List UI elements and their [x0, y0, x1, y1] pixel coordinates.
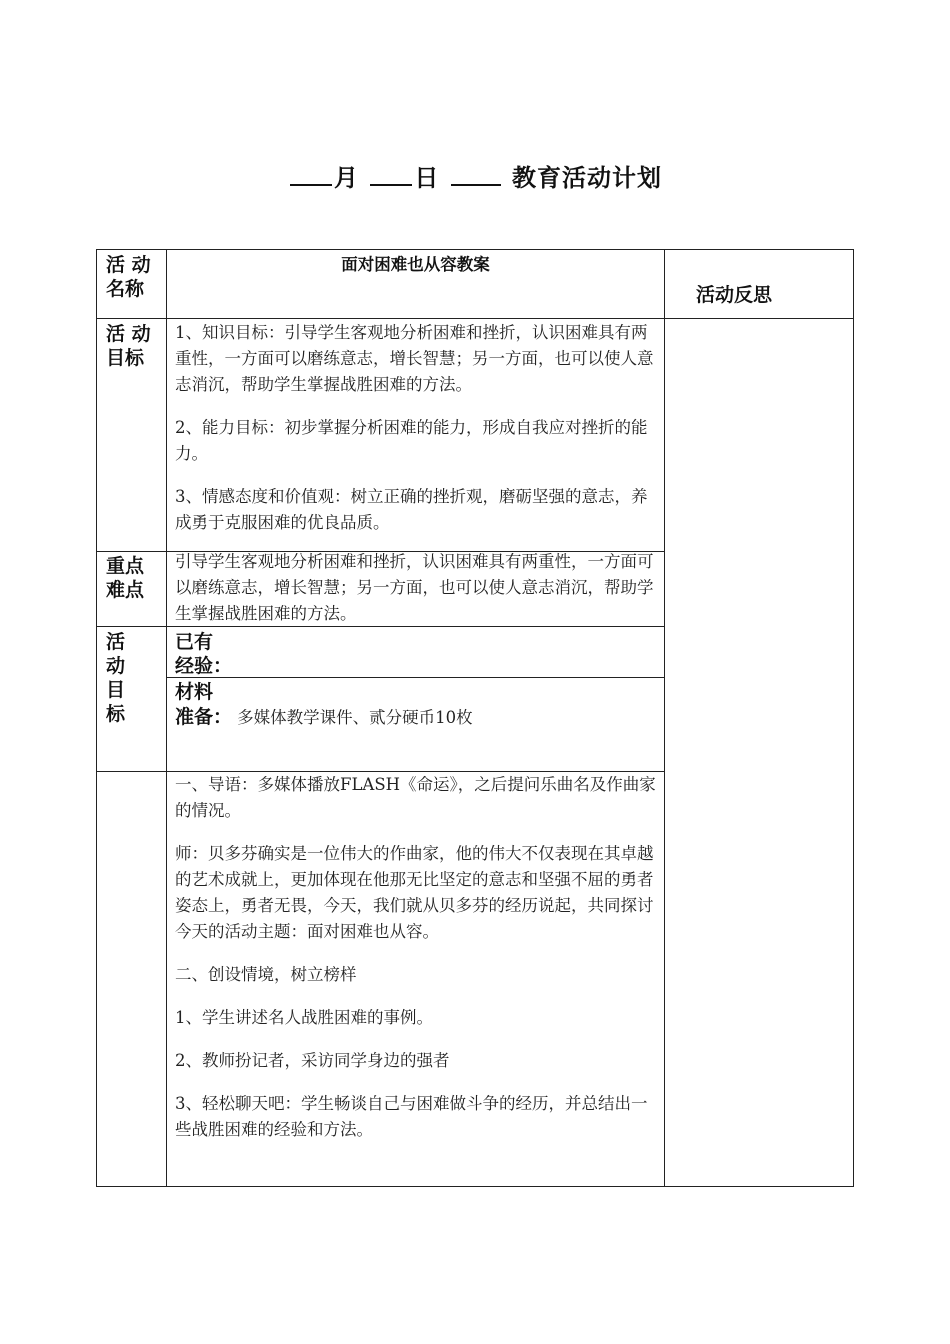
label-column-divider [166, 249, 167, 1187]
activity-goal-label: 活 动 目标 [106, 323, 151, 369]
experience-label: 已有 经验： [175, 631, 233, 677]
table-border-top [96, 249, 854, 250]
process-step-3: 3、轻松聊天吧：学生畅谈自己与困难做斗争的经历，并总结出一些战胜困难的经验和方法。 [175, 1094, 648, 1139]
row-divider-experience [166, 677, 665, 678]
goal-knowledge: 1、知识目标：引导学生客观地分析困难和挫折，认识困难具有两重性，一方面可以磨练意志，增长智慧；另一方面，也可以使人意志消沉，帮助学生掌握战胜困难的方法。 [175, 323, 654, 394]
page-title [0, 158, 950, 193]
day-blank [370, 160, 412, 186]
process-step-1: 1、学生讲述名人战胜困难的事例。 [175, 1008, 433, 1027]
row-divider-name [96, 318, 854, 319]
title-text: 教育活动计划 [512, 164, 663, 192]
activity-goals [175, 320, 659, 553]
process-intro: 一、导语：多媒体播放FLASH《命运》，之后提问乐曲名及作曲家的情况。 [175, 775, 656, 820]
month-label: 月 [333, 164, 359, 192]
table-border-bottom [96, 1186, 854, 1187]
activity-name-label: 活 动 名称 [106, 254, 151, 300]
reflection-column-divider [664, 249, 665, 1187]
key-points-label: 重点 难点 [106, 555, 145, 601]
material-value: 多媒体教学课件、贰分硬币10枚 [237, 708, 473, 727]
material-label-1: 材料 [175, 681, 214, 703]
goal-ability: 2、能力目标：初步掌握分析困难的能力，形成自我应对挫折的能力。 [175, 418, 648, 463]
process-section-two: 二、创设情境，树立榜样 [175, 965, 357, 984]
goal-attitude: 3、情感态度和价值观：树立正确的挫折观，磨砺坚强的意志，养成勇于克服困难的优良品质。 [175, 487, 648, 532]
activity-process [175, 772, 659, 1160]
month-blank [290, 160, 332, 186]
prep-section-label: 活 动 目 标 [106, 631, 126, 725]
day-label: 日 [414, 164, 440, 192]
table-border-left [96, 249, 97, 1187]
activity-name-value: 面对困难也从容教案 [341, 255, 490, 274]
reflection-header: 活动反思 [696, 284, 773, 306]
key-points-text: 引导学生客观地分析困难和挫折，认识困难具有两重性，一方面可以磨练意志，增长智慧；另一方面，也可以使人意志消沉，帮助学生掌握战胜困难的方法。 [175, 552, 654, 623]
table-border-right [853, 249, 854, 1187]
material-line [175, 704, 659, 731]
subject-blank [451, 160, 501, 186]
material-label-2: 准备： [175, 706, 233, 728]
process-teacher: 师：贝多芬确实是一位伟大的作曲家，他的伟大不仅表现在其卓越的艺术成就上，更加体现在他那无比坚定的意志和坚强不屈的勇者姿态上，勇者无畏，今天，我们就从贝多芬的经历说起，共同探讨今天的活动主题：面对困难也从容。 [175, 844, 654, 941]
process-step-2: 2、教师扮记者，采访同学身边的强者 [175, 1051, 450, 1070]
